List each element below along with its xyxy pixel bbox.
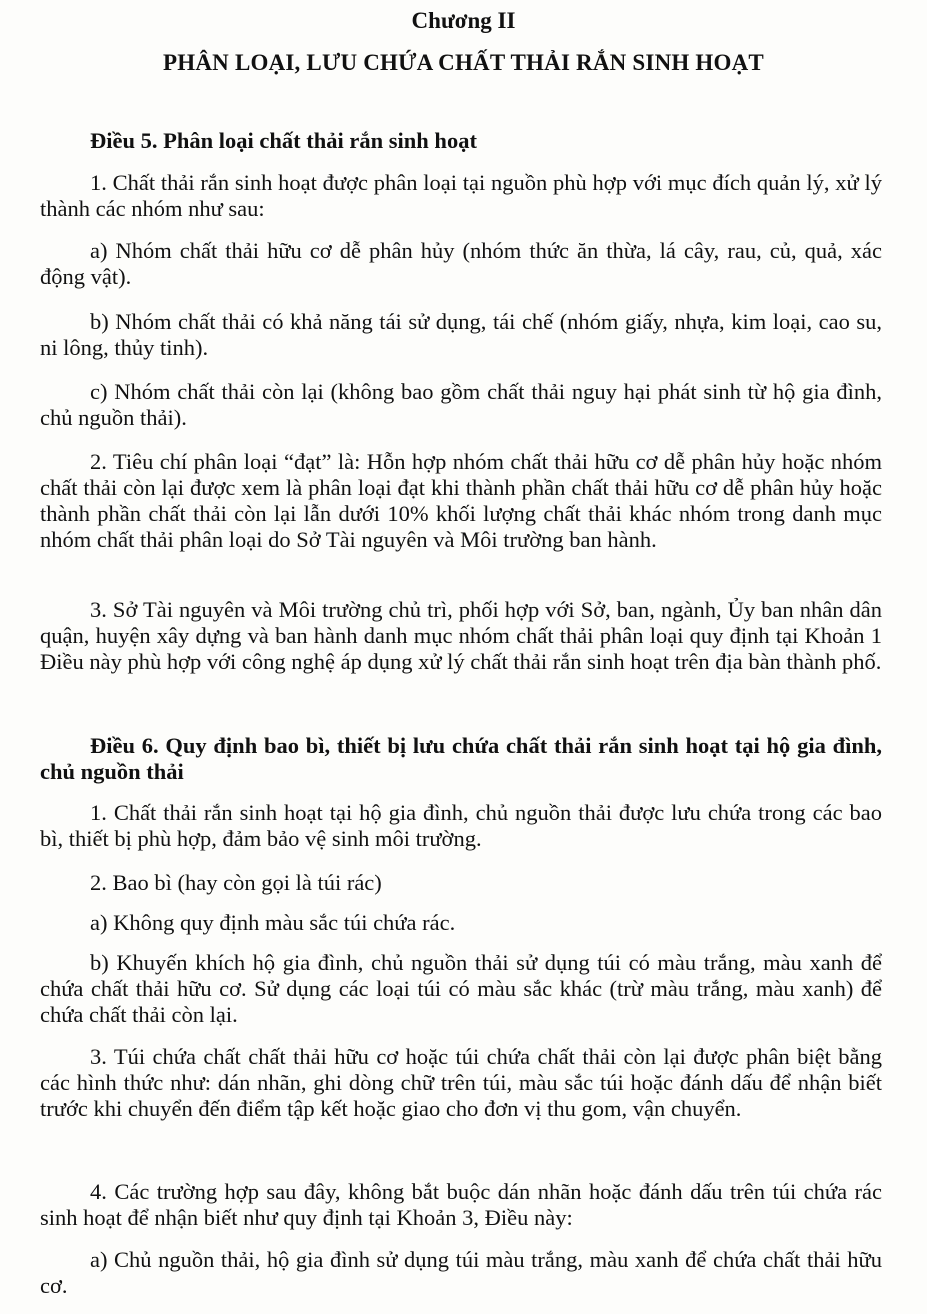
article-5-clause-1c: c) Nhóm chất thải còn lại (không bao gồm chất thải nguy hại phát sinh từ hộ gia đình, chủ nguồn thải). xyxy=(40,379,882,430)
article-6-clause-3: 3. Túi chứa chất chất thải hữu cơ hoặc túi chứa chất thải còn lại được phân biệt bằng các hình thức như: dán nhãn, ghi dòng chữ trên túi, màu sắc túi hoặc đánh dấu để nhận biết trước khi chuyển đến điểm tập kết hoặc giao cho đơn vị thu gom, vận chuyển. xyxy=(40,1044,882,1121)
article-6-clause-2b: b) Khuyến khích hộ gia đình, chủ nguồn thải sử dụng túi có màu trắng, màu xanh để chứa chất thải hữu cơ. Sử dụng các loại túi có màu sắc khác (trừ màu trắng, màu xanh) để chứa chất thải còn lại. xyxy=(40,950,882,1027)
article-5-clause-2: 2. Tiêu chí phân loại “đạt” là: Hỗn hợp nhóm chất thải hữu cơ dễ phân hủy hoặc nhóm chất thải còn lại được xem là phân loại đạt khi thành phần chất thải hữu cơ dễ phân hủy hoặc thành phần chất thải còn lại lẫn dưới 10% khối lượng chất thải khác nhóm trong danh mục nhóm chất thải phân loại do Sở Tài nguyên và Môi trường ban hành. xyxy=(40,449,882,552)
article-6-clause-4: 4. Các trường hợp sau đây, không bắt buộc dán nhãn hoặc đánh dấu trên túi chứa rác sinh hoạt để nhận biết như quy định tại Khoản 3, Điều này: xyxy=(40,1179,882,1230)
article-5-clause-1: 1. Chất thải rắn sinh hoạt được phân loại tại nguồn phù hợp với mục đích quản lý, xử lý thành các nhóm như sau: xyxy=(40,170,882,221)
article-6-clause-2: 2. Bao bì (hay còn gọi là túi rác) xyxy=(90,870,382,895)
article-6-clause-1: 1. Chất thải rắn sinh hoạt tại hộ gia đình, chủ nguồn thải được lưu chứa trong các bao bì, thiết bị phù hợp, đảm bảo vệ sinh môi trường. xyxy=(40,800,882,851)
article-5-heading: Điều 5. Phân loại chất thải rắn sinh hoạt xyxy=(90,128,477,153)
article-5-clause-3: 3. Sở Tài nguyên và Môi trường chủ trì, phối hợp với Sở, ban, ngành, Ủy ban nhân dân quận, huyện xây dựng và ban hành danh mục nhóm chất thải phân loại quy định tại Khoản 1 Điều này phù hợp với công nghệ áp dụng xử lý chất thải rắn sinh hoạt trên địa bàn thành phố. xyxy=(40,597,882,674)
article-6-clause-4a: a) Chủ nguồn thải, hộ gia đình sử dụng túi màu trắng, màu xanh để chứa chất thải hữu cơ. xyxy=(40,1247,882,1298)
article-6-heading: Điều 6. Quy định bao bì, thiết bị lưu chứa chất thải rắn sinh hoạt tại hộ gia đình, chủ nguồn thải xyxy=(40,733,882,784)
article-5-clause-1b: b) Nhóm chất thải có khả năng tái sử dụng, tái chế (nhóm giấy, nhựa, kim loại, cao su, ni lông, thủy tinh). xyxy=(40,309,882,360)
chapter-title: PHÂN LOẠI, LƯU CHỨA CHẤT THẢI RẮN SINH HOẠT xyxy=(163,50,764,75)
article-6-clause-2a: a) Không quy định màu sắc túi chứa rác. xyxy=(90,910,456,935)
article-5-clause-1a: a) Nhóm chất thải hữu cơ dễ phân hủy (nhóm thức ăn thừa, lá cây, rau, củ, quả, xác động vật). xyxy=(40,238,882,289)
chapter-number: Chương II xyxy=(411,8,516,33)
